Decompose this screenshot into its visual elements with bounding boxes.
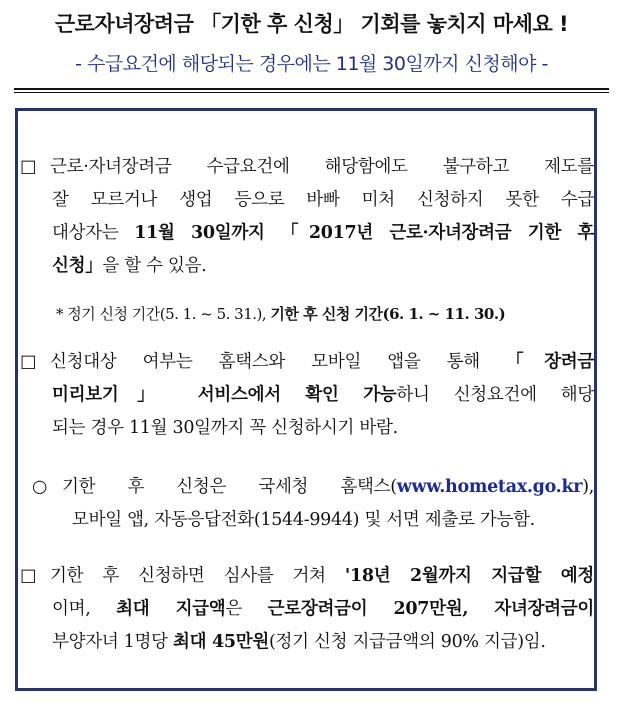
paragraph-1-line-4: 신청」을 할 수 있음. bbox=[52, 256, 207, 276]
paragraph-1-line-2: 잘 모르거나 생업 등으로 바빠 미처 신청하지 못한 수급 bbox=[52, 190, 594, 210]
paragraph-1 bbox=[20, 151, 594, 283]
title-rule-thin bbox=[14, 92, 609, 93]
page-title: 근로자녀장려금 「기한 후 신청」 기회를 놓치지 마세요 ! bbox=[54, 12, 569, 36]
paragraph-1-line-3: 대상자는 11월 30일까지 「2017년 근로·자녀장려금 기한 후 bbox=[52, 223, 594, 243]
hometax-url: www.hometax.go.kr bbox=[396, 477, 583, 497]
paragraph-2-line-2: 미리보기」 서비스에서 확인 가능하니 신청요건에 해당 bbox=[52, 385, 594, 405]
page-subtitle: - 수급요건에 해당되는 경우에는 11월 30일까지 신청해야 - bbox=[75, 53, 548, 75]
title-rule-thick bbox=[14, 88, 609, 90]
paragraph-4-line-1: □ 기한 후 신청하면 심사를 거쳐 '18년 2월까지 지급할 예정 bbox=[20, 560, 594, 593]
paragraph-3-line-1: ○ 기한 후 신청은 국세청 홈택스(www.hometax.go.kr), bbox=[32, 471, 594, 504]
circle-bullet: ○ bbox=[32, 477, 47, 497]
square-bullet: □ bbox=[20, 157, 37, 177]
square-bullet: □ bbox=[20, 566, 37, 586]
paragraph-2 bbox=[20, 346, 594, 445]
paragraph-4-line-3: 부양자녀 1명당 최대 45만원(정기 신청 지급금액의 90% 지급)임. bbox=[52, 632, 546, 652]
paragraph-4 bbox=[20, 560, 594, 659]
period-note: * 정기 신청 기간(5. 1. ~ 5. 31.), 기한 후 신청 기간(6. 1. ~ 11. 30.) bbox=[56, 305, 506, 323]
paragraph-3 bbox=[32, 471, 594, 537]
paragraph-2-line-1: □ 신청대상 여부는 홈택스와 모바일 앱을 통해 「장려금 bbox=[20, 346, 594, 379]
paragraph-2-line-3: 되는 경우 11월 30일까지 꼭 신청하시기 바람. bbox=[52, 418, 398, 438]
square-bullet: □ bbox=[20, 352, 37, 372]
paragraph-3-line-2: 모바일 앱, 자동응답전화(1544-9944) 및 서면 제출로 가능함. bbox=[72, 510, 535, 530]
paragraph-1-line-1: □ 근로·자녀장려금 수급요건에 해당함에도 불구하고 제도를 bbox=[20, 151, 594, 184]
paragraph-4-line-2: 이며, 최대 지급액은 근로장려금이 207만원, 자녀장려금이 bbox=[52, 599, 594, 619]
